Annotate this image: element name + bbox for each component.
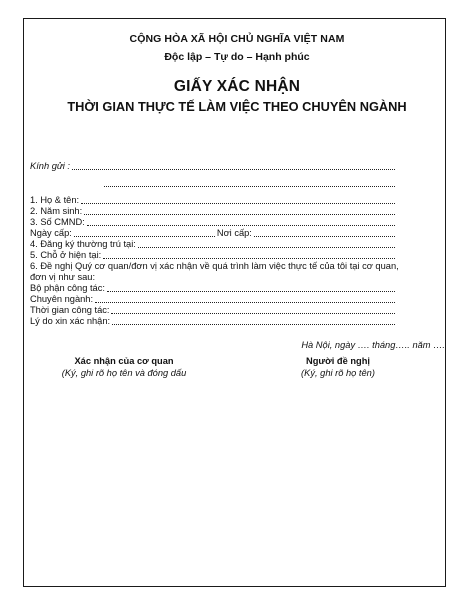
issue-row (30, 228, 397, 239)
birth-year-row (30, 206, 397, 217)
permanent-address-row (30, 239, 397, 250)
birth-year-field[interactable] (84, 213, 395, 215)
specialty-row (30, 294, 397, 305)
applicant-signature-note: (Ký, ghi rõ họ tên) (301, 368, 375, 378)
request-text-line-1: 6. Đề nghị Quý cơ quan/đơn vị xác nhận về quá trình làm việc thực tế của tôi tại cơ quan, (30, 261, 399, 271)
issue-date-field[interactable] (74, 235, 215, 237)
document-title: GIẤY XÁC NHẬN (173, 78, 301, 95)
issue-place-field[interactable] (254, 235, 395, 237)
issue-place-label: Nơi cấp: (216, 228, 252, 238)
recipient-row (30, 161, 397, 172)
document-subtitle: THỜI GIAN THỰC TẾ LÀM VIỆC THEO CHUYÊN NGÀNH (67, 99, 407, 114)
full-name-label: 1. Họ & tên: (30, 195, 80, 205)
work-period-label: Thời gian công tác: (30, 305, 110, 315)
permanent-address-field[interactable] (138, 246, 395, 248)
applicant-signature-block (268, 355, 408, 379)
agency-confirmation-title: Xác nhận của cơ quan (74, 356, 174, 366)
issue-date-label: Ngày cấp: (30, 228, 72, 238)
reason-label: Lý do xin xác nhận: (30, 316, 111, 326)
national-motto: Độc lập – Tự do – Hạnh phúc (164, 51, 310, 63)
recipient-label: Kính gửi : (30, 161, 71, 171)
current-address-row (30, 250, 397, 261)
request-text-line-2: đơn vị như sau: (30, 272, 96, 282)
department-field[interactable] (107, 290, 395, 292)
permanent-address-label: 4. Đăng ký thường trú tại: (30, 239, 136, 249)
reason-field[interactable] (112, 323, 395, 325)
specialty-label: Chuyên ngành: (30, 294, 94, 304)
specialty-field[interactable] (95, 301, 395, 303)
recipient-row-continued (102, 178, 397, 189)
recipient-field-2[interactable] (104, 185, 395, 187)
agency-signature-block (44, 355, 204, 379)
birth-year-label: 2. Năm sinh: (30, 206, 83, 216)
current-address-label: 5. Chỗ ở hiện tại: (30, 250, 102, 260)
national-title: CỘNG HÒA XÃ HỘI CHỦ NGHĨA VIỆT NAM (129, 33, 345, 45)
applicant-title: Người đề nghị (306, 356, 370, 366)
department-label: Bộ phận công tác: (30, 283, 105, 293)
agency-signature-note: (Ký, ghi rõ họ tên và đóng dấu (61, 368, 187, 378)
id-number-row (30, 217, 397, 228)
id-number-label: 3. Số CMND: (30, 217, 85, 227)
recipient-field[interactable] (72, 168, 395, 170)
current-address-field[interactable] (103, 257, 395, 259)
work-period-field[interactable] (111, 312, 395, 314)
department-row (30, 283, 397, 294)
place-date: Hà Nội, ngày …. tháng….. năm …. (301, 340, 445, 350)
id-number-field[interactable] (87, 224, 395, 226)
work-period-row (30, 305, 397, 316)
full-name-row (30, 195, 397, 206)
reason-row (30, 316, 397, 327)
full-name-field[interactable] (81, 202, 395, 204)
